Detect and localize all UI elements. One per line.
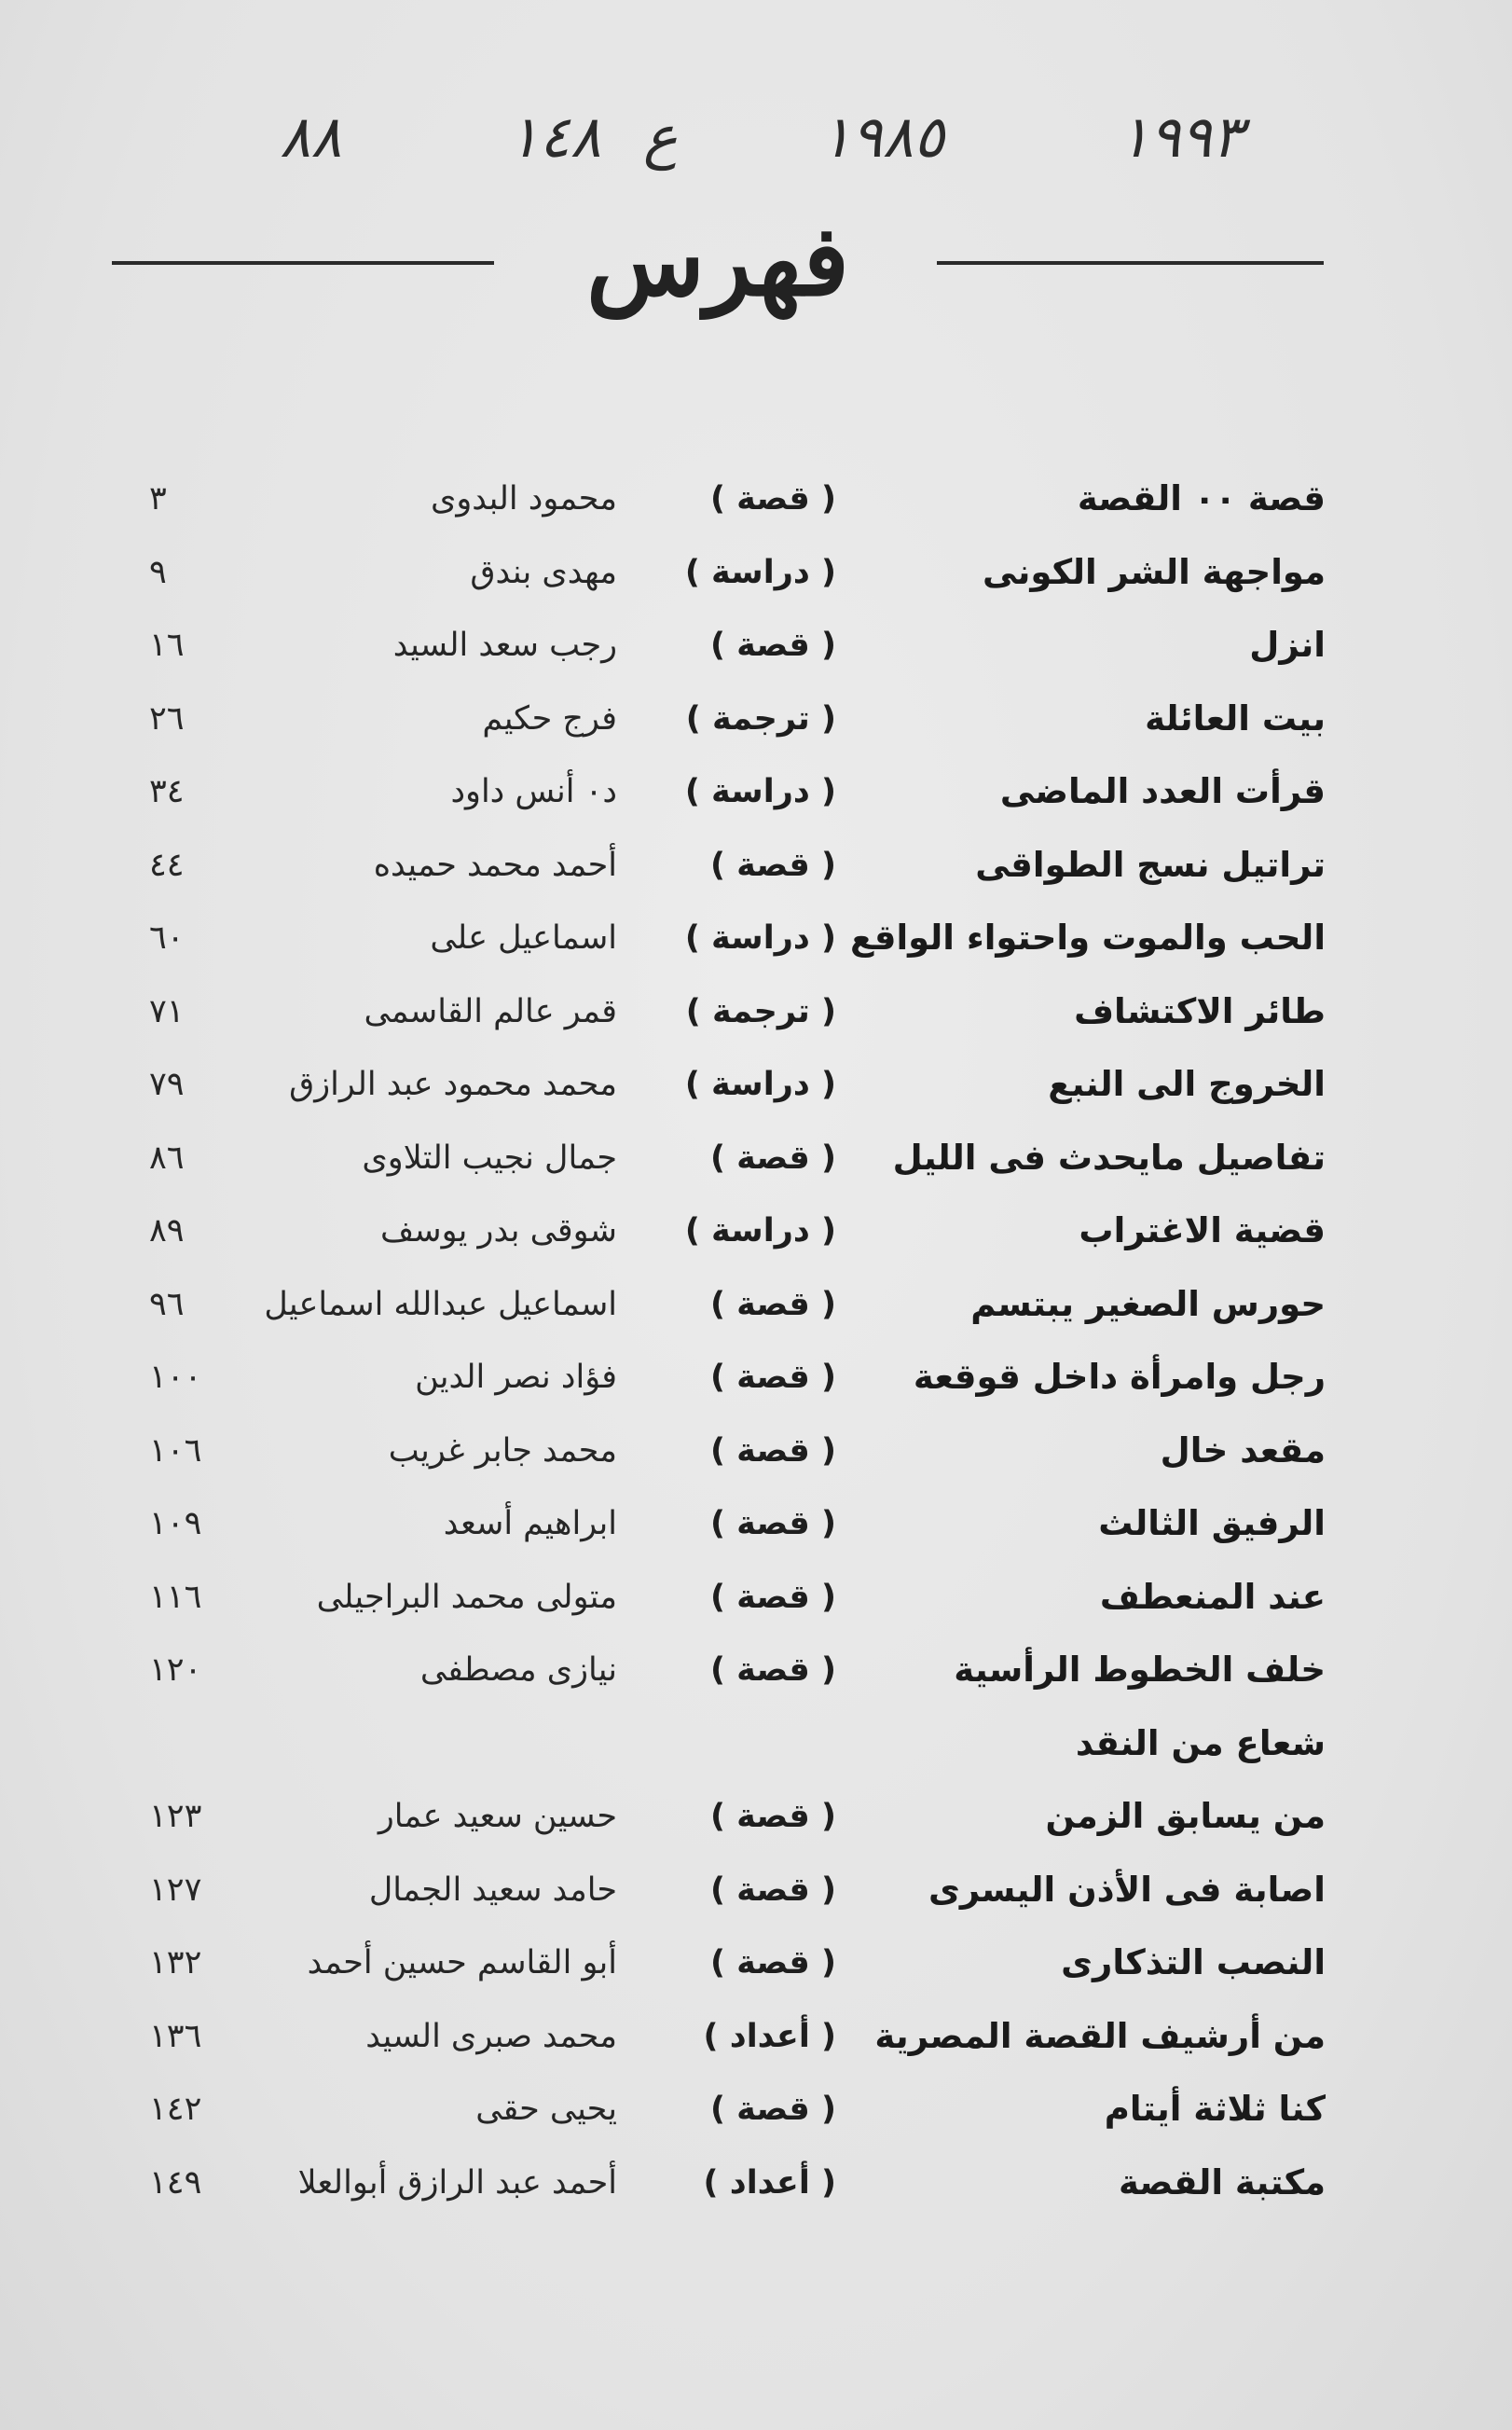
entry-author: محمد محمود عبد الرازق — [289, 1066, 617, 1103]
page-title: فهرس — [586, 203, 849, 318]
entry-title: الحب والموت واحتواء الواقع — [849, 918, 1326, 958]
entry-author: فؤاد نصر الدين — [415, 1359, 617, 1396]
entry-page-number: ٩ — [149, 553, 167, 591]
entry-type: ( ترجمة ) — [685, 699, 836, 738]
entry-page-number: ١٤٩ — [149, 2163, 202, 2202]
entry-author: ابراهيم أسعد — [443, 1505, 617, 1542]
toc-entry — [0, 1855, 1512, 1928]
entry-page-number: ٧١ — [149, 992, 185, 1030]
section-title: شعاع من النقد — [1075, 1722, 1326, 1763]
toc-entry — [0, 1635, 1512, 1708]
toc-entry — [0, 1415, 1512, 1489]
handwritten-note: ٨٨ — [280, 103, 342, 171]
entry-type: ( قصة ) — [710, 846, 836, 884]
entry-author: أحمد عبد الرازق أبوالعلا — [297, 2163, 617, 2202]
title-row — [112, 200, 1324, 322]
entry-title: خلف الخطوط الرأسية — [954, 1650, 1326, 1690]
entry-page-number: ٤٤ — [149, 846, 185, 884]
toc-entry — [0, 1123, 1512, 1196]
entry-page-number: ٧٩ — [149, 1066, 185, 1103]
entry-author: يحيى حقى — [475, 2091, 617, 2128]
toc-entry — [0, 1927, 1512, 2001]
entry-type: ( قصة ) — [710, 1359, 836, 1396]
entry-type: ( قصة ) — [710, 1431, 836, 1470]
entry-author: فرج حكيم — [482, 699, 617, 738]
entry-type: ( قصة ) — [710, 1871, 836, 1909]
entry-author: متولى محمد البراجيلى — [316, 1578, 617, 1616]
toc-entry — [0, 903, 1512, 976]
entry-type: ( قصة ) — [710, 1139, 836, 1177]
entry-title: النصب التذكارى — [1061, 1942, 1326, 1982]
entry-title: قضية الاغتراب — [1079, 1210, 1326, 1250]
toc-entry — [0, 683, 1512, 757]
entry-title: مقعد خال — [1160, 1429, 1326, 1470]
entry-page-number: ١٢٣ — [149, 1798, 202, 1835]
entry-author: أبو القاسم حسين أحمد — [307, 1944, 617, 1981]
entry-page-number: ١٢٠ — [149, 1651, 202, 1689]
toc-entry — [0, 610, 1512, 683]
entry-author: اسماعيل عبدالله اسماعيل — [264, 1285, 617, 1323]
entry-title: رجل وامرأة داخل قوقعة — [913, 1357, 1326, 1397]
entry-type: ( قصة ) — [710, 1285, 836, 1323]
entry-author: نيازى مصطفى — [419, 1651, 617, 1689]
entry-page-number: ١٠٠ — [149, 1359, 202, 1396]
entry-title: قرأت العدد الماضى — [999, 771, 1326, 811]
entry-title: عند المنعطف — [1099, 1576, 1326, 1617]
table-of-contents — [0, 463, 1512, 2220]
handwritten-note: ١٩٩٣ — [1119, 103, 1244, 171]
entry-type: ( قصة ) — [710, 1651, 836, 1689]
entry-page-number: ٢٦ — [149, 699, 185, 738]
entry-title: اصابة فى الأذن اليسرى — [928, 1869, 1326, 1910]
toc-entry — [0, 756, 1512, 830]
entry-author: جمال نجيب التلاوى — [362, 1139, 617, 1177]
entry-title: تراتيل نسج الطواقى — [975, 844, 1326, 885]
entry-author: حسين سعيد عمار — [378, 1798, 617, 1835]
entry-author: قمر عالم القاسمى — [364, 992, 617, 1030]
toc-entry — [0, 2074, 1512, 2147]
handwritten-notes — [0, 103, 1512, 186]
entry-title: كنا ثلاثة أيتام — [1104, 2089, 1326, 2129]
entry-author: اسماعيل على — [430, 919, 617, 957]
title-rule-left — [112, 261, 494, 265]
entry-title: حورس الصغير يبتسم — [970, 1283, 1326, 1324]
toc-entry — [0, 1195, 1512, 1269]
toc-entry — [0, 1342, 1512, 1415]
entry-page-number: ٨٩ — [149, 1212, 185, 1250]
entry-type: ( قصة ) — [710, 627, 836, 664]
entry-page-number: ١٣٦ — [149, 2017, 202, 2055]
entry-type: ( دراسة ) — [684, 553, 836, 591]
entry-author: محمود البدوى — [431, 480, 617, 518]
entry-page-number: ١٣٢ — [149, 1944, 202, 1981]
toc-entry — [0, 2001, 1512, 2075]
entry-type: ( دراسة ) — [684, 919, 836, 957]
toc-entry — [0, 1781, 1512, 1855]
entry-title: من يسابق الزمن — [1045, 1796, 1326, 1836]
entry-title: بيت العائلة — [1145, 697, 1326, 739]
handwritten-note: ١٩٨٥ — [820, 103, 945, 171]
handwritten-note: ع — [643, 103, 678, 171]
toc-entry — [0, 976, 1512, 1050]
entry-author: محمد صبرى السيد — [365, 2017, 617, 2055]
toc-section-heading — [0, 1708, 1512, 1782]
entry-author: مهدى بندق — [470, 553, 617, 591]
entry-author: محمد جابر غريب — [388, 1431, 617, 1470]
entry-author: شوقى بدر يوسف — [380, 1212, 617, 1250]
entry-type: ( دراسة ) — [684, 1212, 836, 1250]
entry-type: ( قصة ) — [710, 480, 836, 518]
entry-page-number: ١٠٩ — [149, 1505, 202, 1542]
entry-type: ( دراسة ) — [684, 1066, 836, 1103]
entry-page-number: ١٤٢ — [149, 2091, 202, 2128]
entry-type: ( قصة ) — [710, 1798, 836, 1835]
entry-author: د٠ أنس داود — [450, 773, 617, 810]
toc-entry — [0, 1562, 1512, 1636]
entry-title: الخروج الى النبع — [1048, 1064, 1326, 1104]
handwritten-note: ١٤٨ — [508, 103, 601, 171]
entry-type: ( قصة ) — [710, 1578, 836, 1616]
entry-type: ( قصة ) — [710, 1505, 836, 1542]
title-rule-right — [937, 261, 1324, 265]
entry-page-number: ١٢٧ — [149, 1871, 202, 1909]
entry-page-number: ٦٠ — [149, 919, 185, 957]
entry-author: حامد سعيد الجمال — [368, 1871, 617, 1909]
toc-entry — [0, 1049, 1512, 1123]
toc-entry — [0, 1269, 1512, 1343]
toc-entry — [0, 463, 1512, 537]
entry-title: طائر الاكتشاف — [1074, 990, 1326, 1031]
entry-type: ( قصة ) — [710, 2091, 836, 2128]
entry-page-number: ١١٦ — [149, 1578, 202, 1616]
toc-entry — [0, 537, 1512, 611]
entry-title: قصة ٠٠ القصة — [1077, 478, 1326, 518]
entry-title: مكتبة القصة — [1118, 2161, 1326, 2202]
entry-page-number: ٣٤ — [149, 773, 185, 810]
toc-entry — [0, 1488, 1512, 1562]
entry-title: تفاصيل مايحدث فى الليل — [892, 1137, 1326, 1178]
entry-title: انزل — [1249, 625, 1326, 665]
entry-author: أحمد محمد حميده — [373, 846, 617, 884]
entry-page-number: ٨٦ — [149, 1139, 185, 1177]
entry-type: ( أعداد ) — [703, 2163, 836, 2202]
entry-page-number: ١٠٦ — [149, 1431, 202, 1470]
entry-type: ( قصة ) — [710, 1944, 836, 1981]
entry-type: ( دراسة ) — [684, 773, 836, 810]
entry-type: ( ترجمة ) — [685, 992, 836, 1030]
toc-entry — [0, 2147, 1512, 2221]
entry-title: الرفيق الثالث — [1098, 1503, 1326, 1543]
entry-page-number: ١٦ — [149, 627, 185, 664]
entry-page-number: ٩٦ — [149, 1285, 185, 1323]
entry-title: من أرشيف القصة المصرية — [874, 2015, 1326, 2056]
entry-author: رجب سعد السيد — [392, 627, 617, 664]
entry-title: مواجهة الشر الكونى — [983, 551, 1326, 592]
entry-type: ( أعداد ) — [703, 2017, 836, 2055]
entry-page-number: ٣ — [149, 480, 167, 518]
toc-entry — [0, 830, 1512, 904]
